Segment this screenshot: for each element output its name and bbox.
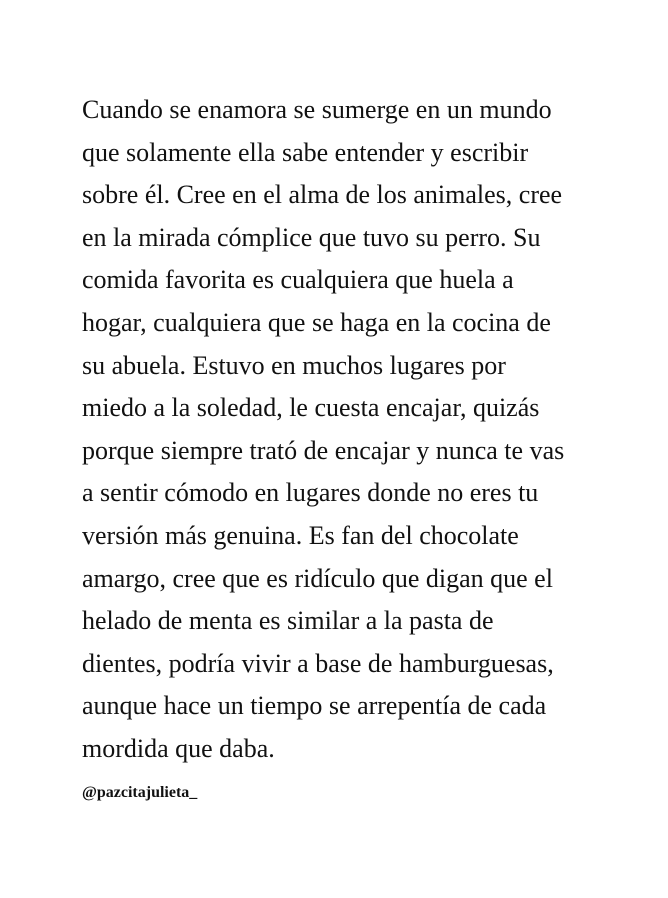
paragraph-line-6: hogar, cualquiera que se haga en la cocina de xyxy=(82,307,551,337)
paragraph-line-5: comida favorita es cualquiera que huela a xyxy=(82,265,514,295)
paragraph-line-10: a sentir cómodo en lugares donde no eres tu xyxy=(82,478,539,508)
paragraph-line-16: mordida que daba. xyxy=(82,733,275,763)
paragraph-line-7: su abuela. Estuvo en muchos lugares por xyxy=(82,350,506,380)
paragraph-line-15: aunque hace un tiempo se arrepentía de cada xyxy=(82,691,547,721)
paragraph-line-8: miedo a la soledad, le cuesta encajar, quizás xyxy=(82,393,540,423)
paragraph-line-9: porque siempre trató de encajar y nunca te vas xyxy=(82,435,565,465)
body-paragraph xyxy=(82,89,622,771)
paragraph-line-1: Cuando se enamora se sumerge en un mundo xyxy=(82,95,552,124)
paragraph-line-13: helado de menta es similar a la pasta de xyxy=(82,606,494,636)
paragraph-line-4: en la mirada cómplice que tuvo su perro. Su xyxy=(82,222,541,252)
paragraph-line-12: amargo, cree que es ridículo que digan que el xyxy=(82,563,553,593)
paragraph-line-14: dientes, podría vivir a base de hamburguesas, xyxy=(82,648,554,678)
paragraph-line-2: que solamente ella sabe entender y escribir xyxy=(82,137,529,167)
author-handle: @pazcitajulieta_ xyxy=(82,784,198,801)
paragraph-line-3: sobre él. Cree en el alma de los animales, cree xyxy=(82,180,563,210)
paragraph-line-11: versión más genuina. Es fan del chocolate xyxy=(82,520,519,550)
